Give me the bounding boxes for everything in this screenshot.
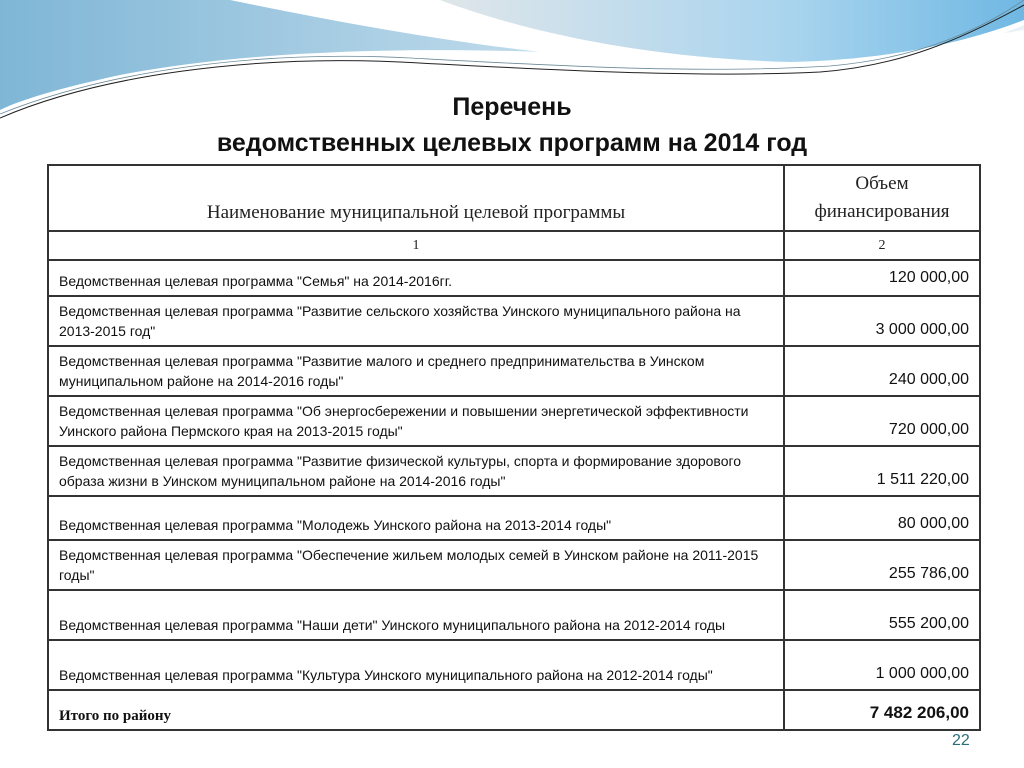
program-amount: 255 786,00 bbox=[784, 540, 980, 590]
total-label: Итого по району bbox=[48, 690, 784, 730]
table-header-row bbox=[48, 165, 980, 231]
program-amount: 240 000,00 bbox=[784, 346, 980, 396]
program-amount: 80 000,00 bbox=[784, 496, 980, 540]
page-number: 22 bbox=[952, 732, 970, 749]
header-program-name: Наименование муниципальной целевой программы bbox=[48, 165, 784, 231]
program-name: Ведомственная целевая программа "Об энергосбережении и повышении энергетической эффективности Уинского района Пермского края на 2013-2015 годы" bbox=[48, 396, 784, 446]
column-number-row bbox=[48, 231, 980, 260]
program-name: Ведомственная целевая программа "Семья" на 2014-2016гг. bbox=[48, 260, 784, 296]
table-row bbox=[48, 540, 980, 590]
slide-title-line2: ведомственных целевых программ на 2014 год bbox=[216, 129, 808, 157]
program-amount: 1 000 000,00 bbox=[784, 640, 980, 690]
table-row bbox=[48, 446, 980, 496]
program-name: Ведомственная целевая программа "Развитие физической культуры, спорта и формирование здорового образа жизни в Уинском муниципальном районе на 2014-2016 годы" bbox=[48, 446, 784, 496]
program-amount: 1 511 220,00 bbox=[784, 446, 980, 496]
slide-title-line1: Перечень bbox=[452, 93, 572, 121]
table-row bbox=[48, 590, 980, 640]
header-funding-amount bbox=[784, 165, 980, 231]
programs-table bbox=[47, 164, 981, 731]
program-amount: 720 000,00 bbox=[784, 396, 980, 446]
program-name: Ведомственная целевая программа "Развитие сельского хозяйства Уинского муниципального района на 2013-2015 год" bbox=[48, 296, 784, 346]
table-row bbox=[48, 396, 980, 446]
table-row bbox=[48, 496, 980, 540]
program-name: Ведомственная целевая программа "Развитие малого и среднего предпринимательства в Уинском муниципальном районе на 2014-2016 годы" bbox=[48, 346, 784, 396]
column-number-1: 1 bbox=[48, 231, 784, 260]
table-row bbox=[48, 296, 980, 346]
program-amount: 120 000,00 bbox=[784, 260, 980, 296]
program-name: Ведомственная целевая программа "Молодежь Уинского района на 2013-2014 годы" bbox=[48, 496, 784, 540]
program-amount: 555 200,00 bbox=[784, 590, 980, 640]
program-name: Ведомственная целевая программа "Обеспечение жильем молодых семей в Уинском районе на 2011-2015 годы" bbox=[48, 540, 784, 590]
header-amount-line1: Объем bbox=[855, 173, 909, 194]
column-number-2: 2 bbox=[784, 231, 980, 260]
total-amount: 7 482 206,00 bbox=[784, 690, 980, 730]
program-name: Ведомственная целевая программа "Наши дети" Уинского муниципального района на 2012-2014 годы bbox=[48, 590, 784, 640]
program-amount: 3 000 000,00 bbox=[784, 296, 980, 346]
table-row bbox=[48, 346, 980, 396]
header-amount-line2: финансирования bbox=[814, 201, 950, 222]
table-row bbox=[48, 260, 980, 296]
table-total-row bbox=[48, 690, 980, 730]
program-name: Ведомственная целевая программа "Культура Уинского муниципального района на 2012-2014 годы" bbox=[48, 640, 784, 690]
table-row bbox=[48, 640, 980, 690]
